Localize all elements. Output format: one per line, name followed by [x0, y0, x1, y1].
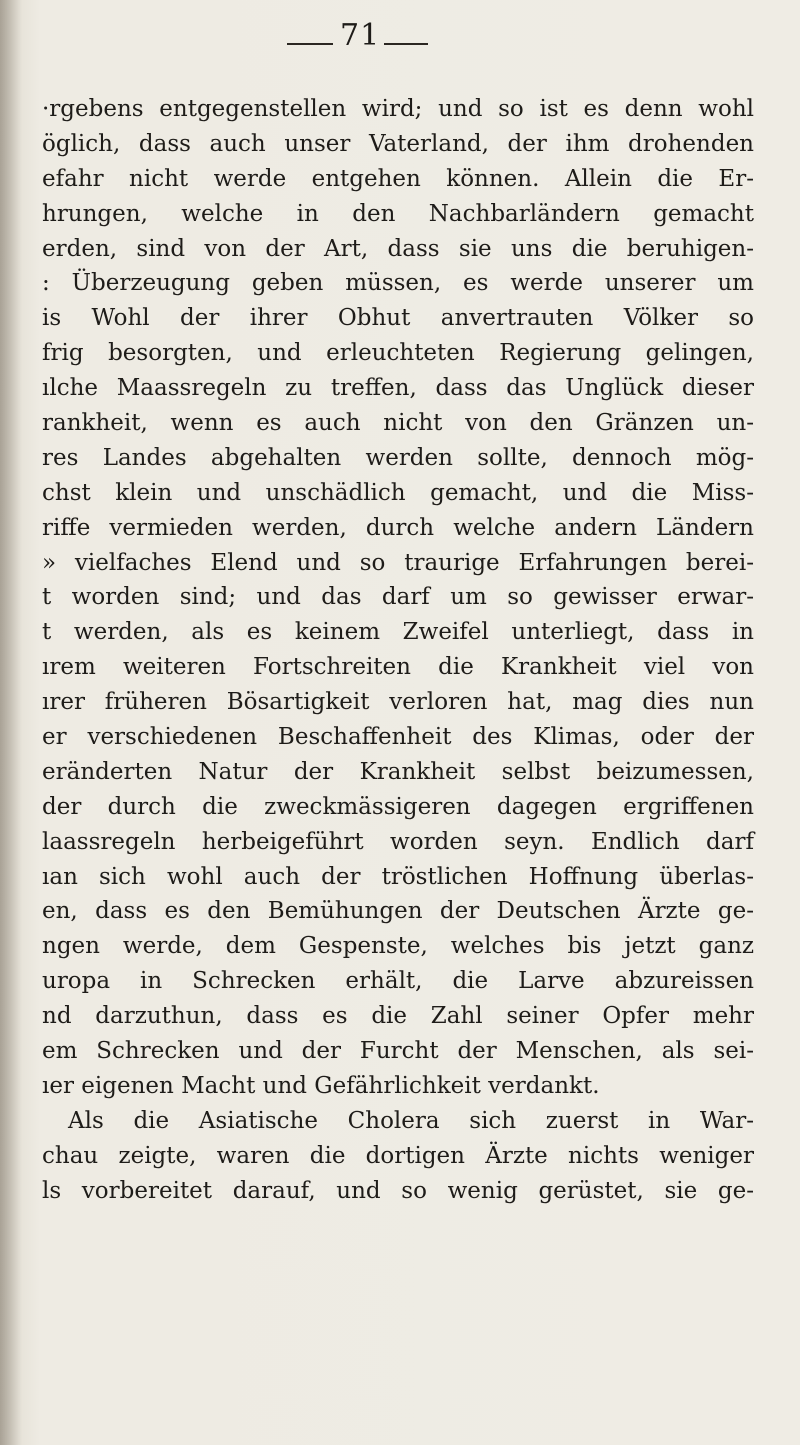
text-line: ılche Maassregeln zu treffen, dass das Unglück dieser [42, 375, 754, 402]
header-rule-left [287, 43, 333, 45]
text-line: öglich, dass auch unser Vaterland, der ihm drohenden [42, 130, 754, 157]
text-line: t werden, als es keinem Zweifel unterliegt, dass in [42, 619, 754, 646]
text-line: ırem weiteren Fortschreiten die Krankheit viel von [42, 654, 754, 681]
text-line: chau zeigte, waren die dortigen Ärzte nichts weniger [42, 1142, 754, 1169]
text-line: chst klein und unschädlich gemacht, und die Miss- [42, 479, 754, 506]
header-rule-right [384, 43, 428, 45]
text-line: ls vorbereitet darauf, und so wenig gerüstet, sie ge- [42, 1177, 754, 1204]
text-line: em Schrecken und der Furcht der Menschen, als sei- [42, 1038, 754, 1065]
text-line: » vielfaches Elend und so traurige Erfahrungen berei- [42, 549, 754, 576]
text-line: uropa in Schrecken erhält, die Larve abzureissen [42, 968, 754, 995]
text-line: nd darzuthun, dass es die Zahl seiner Opfer mehr [42, 1003, 754, 1030]
text-line: : Überzeugung geben müssen, es werde unserer um [42, 270, 754, 297]
text-line: der durch die zweckmässigeren dagegen ergriffenen [42, 793, 754, 820]
text-line: en, dass es den Bemühungen der Deutschen Ärzte ge- [42, 898, 754, 925]
text-line: ıer eigenen Macht und Gefährlichkeit verdankt. [42, 1072, 600, 1099]
text-line: efahr nicht werde entgehen können. Allein die Er- [42, 165, 754, 192]
text-line: frig besorgten, und erleuchteten Regierung gelingen, [42, 340, 754, 367]
text-line: ırer früheren Bösartigkeit verloren hat, mag dies nun [42, 689, 754, 716]
text-line: riffe vermieden werden, durch welche andern Ländern [42, 514, 754, 541]
text-line: hrungen, welche in den Nachbarländern gemacht [42, 200, 754, 227]
text-line: ngen werde, dem Gespenste, welches bis jetzt ganz [42, 933, 754, 960]
text-line: er verschiedenen Beschaffenheit des Klimas, oder der [42, 724, 754, 751]
body-text [42, 92, 754, 1209]
page-number: 71 [340, 18, 381, 53]
text-line: is Wohl der ihrer Obhut anvertrauten Völker so [42, 305, 754, 332]
text-line: erden, sind von der Art, dass sie uns die beruhigen- [42, 235, 754, 262]
paragraph-start-line: Als die Asiatische Cholera sich zuerst in War- [68, 1107, 754, 1134]
text-line: t worden sind; und das darf um so gewisser erwar- [42, 584, 754, 611]
text-line: ıan sich wohl auch der tröstlichen Hoffnung überlas- [42, 863, 754, 890]
text-line: laassregeln herbeigeführt worden seyn. Endlich darf [42, 828, 754, 855]
binding-gutter-shadow [0, 0, 22, 1445]
text-line: rankheit, wenn es auch nicht von den Gränzen un- [42, 410, 754, 437]
text-line: eränderten Natur der Krankheit selbst beizumessen, [42, 758, 754, 785]
text-line: ·rgebens entgegenstellen wird; und so ist es denn wohl [42, 96, 754, 122]
page-header [0, 16, 800, 56]
text-line: res Landes abgehalten werden sollte, dennoch mög- [42, 444, 754, 471]
